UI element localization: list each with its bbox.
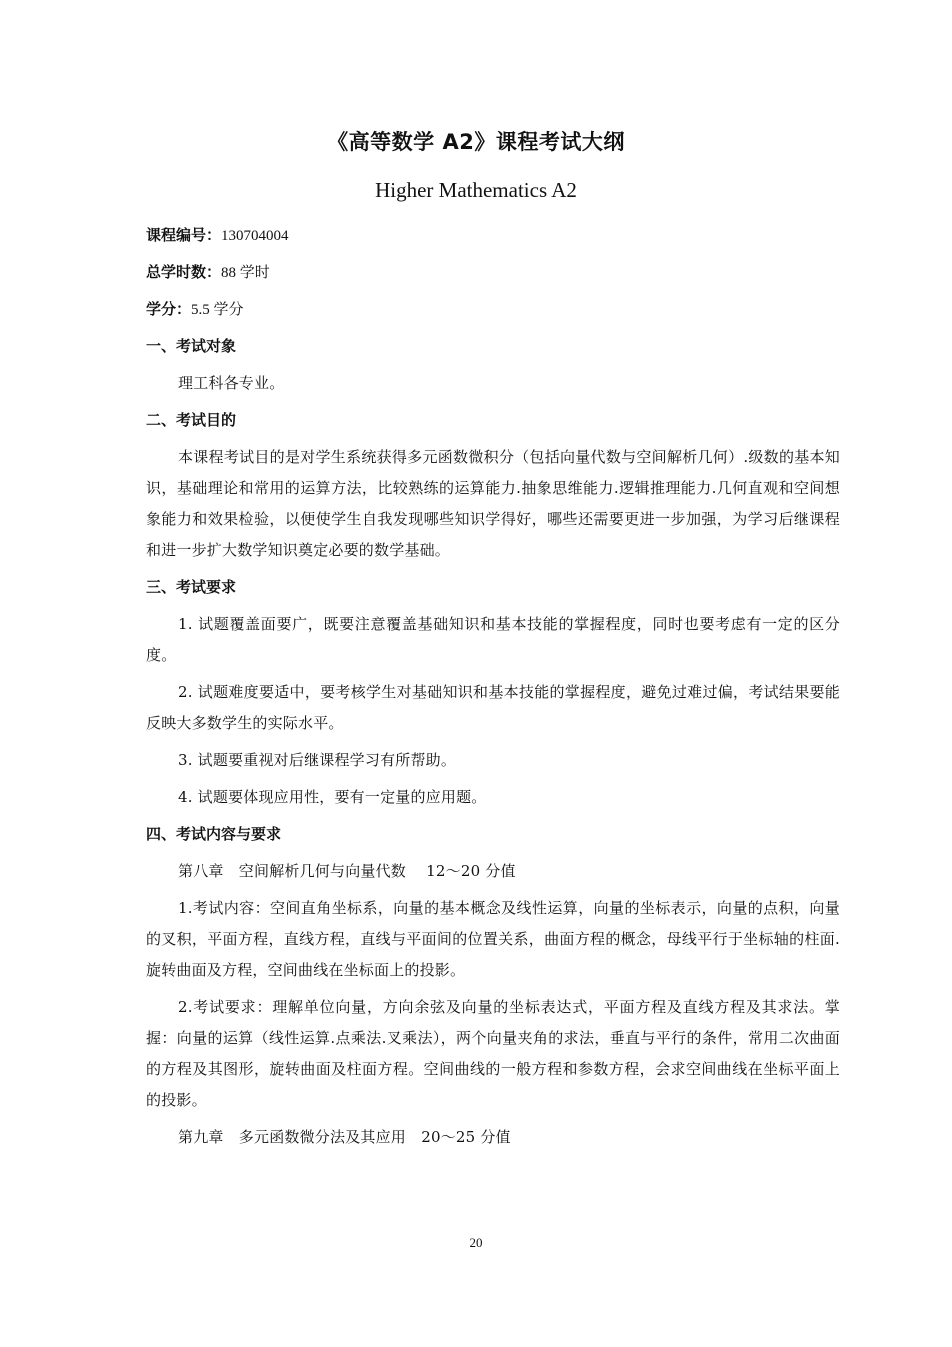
chapter-9-title: 第九章 多元函数微分法及其应用 20～25 分值 bbox=[178, 1128, 511, 1146]
chapter-8-title: 第八章 空间解析几何与向量代数 12～20 分值 bbox=[178, 862, 516, 880]
total-hours-value: 88 学时 bbox=[221, 265, 270, 281]
exam-audience-text: 理工科各专业。 bbox=[178, 374, 285, 392]
section-heading-exam-purpose: 二、考试目的 bbox=[146, 411, 237, 429]
course-code-value: 130704004 bbox=[221, 228, 289, 244]
page-number: 20 bbox=[469, 1235, 483, 1250]
section-heading-exam-audience: 一、考试对象 bbox=[146, 337, 237, 355]
total-hours-line bbox=[146, 257, 840, 294]
section-heading-exam-content: 四、考试内容与要求 bbox=[146, 825, 282, 843]
document-title: 《高等数学 A2》课程考试大纲 bbox=[327, 130, 625, 154]
credits-line bbox=[146, 294, 840, 331]
requirement-item-3: 3. 试题要重视对后继课程学习有所帮助。 bbox=[178, 751, 457, 769]
requirement-item-1: 1. 试题覆盖面要广，既要注意覆盖基础知识和基本技能的掌握程度，同时也要考虑有一定的区分度。 bbox=[146, 615, 840, 664]
chapter-8-content: 1.考试内容：空间直角坐标系，向量的基本概念及线性运算，向量的坐标表示，向量的点积，向量的叉积，平面方程，直线方程，直线与平面间的位置关系，曲面方程的概念，母线平行于坐标轴的柱面.旋转曲面及方程，空间曲线在坐标面上的投影。 bbox=[146, 899, 840, 979]
credits-label: 学分： bbox=[146, 300, 192, 318]
requirement-item-4: 4. 试题要体现应用性，要有一定量的应用题。 bbox=[178, 788, 487, 806]
exam-purpose-text: 本课程考试目的是对学生系统获得多元函数微积分（包括向量代数与空间解析几何）.级数的基本知识，基础理论和常用的运算方法，比较熟练的运算能力.抽象思维能力.逻辑推理能力.几何直观和空间想象能力和效果检验，以便使学生自我发现哪些知识学得好，哪些还需要更进一步加强，为学习后继课程和进一步扩大数学知识奠定必要的数学基础。 bbox=[146, 448, 840, 559]
course-code-line bbox=[146, 220, 840, 257]
credits-value: 5.5 学分 bbox=[191, 302, 244, 318]
chapter-8-requirements: 2.考试要求：理解单位向量，方向余弦及向量的坐标表达式，平面方程及直线方程及其求法。掌握：向量的运算（线性运算.点乘法.叉乘法），两个向量夹角的求法，垂直与平行的条件，常用二次曲面的方程及其图形，旋转曲面及柱面方程。空间曲线的一般方程和参数方程，会求空间曲线在坐标平面上的投影。 bbox=[146, 998, 840, 1109]
document-body bbox=[146, 220, 840, 1159]
section-heading-exam-requirements: 三、考试要求 bbox=[146, 578, 237, 596]
course-code-label: 课程编号： bbox=[146, 226, 222, 244]
total-hours-label: 总学时数： bbox=[146, 263, 222, 281]
document-subtitle: Higher Mathematics A2 bbox=[375, 178, 577, 202]
requirement-item-2: 2. 试题难度要适中，要考核学生对基础知识和基本技能的掌握程度，避免过难过偏，考试结果要能反映大多数学生的实际水平。 bbox=[146, 683, 840, 732]
